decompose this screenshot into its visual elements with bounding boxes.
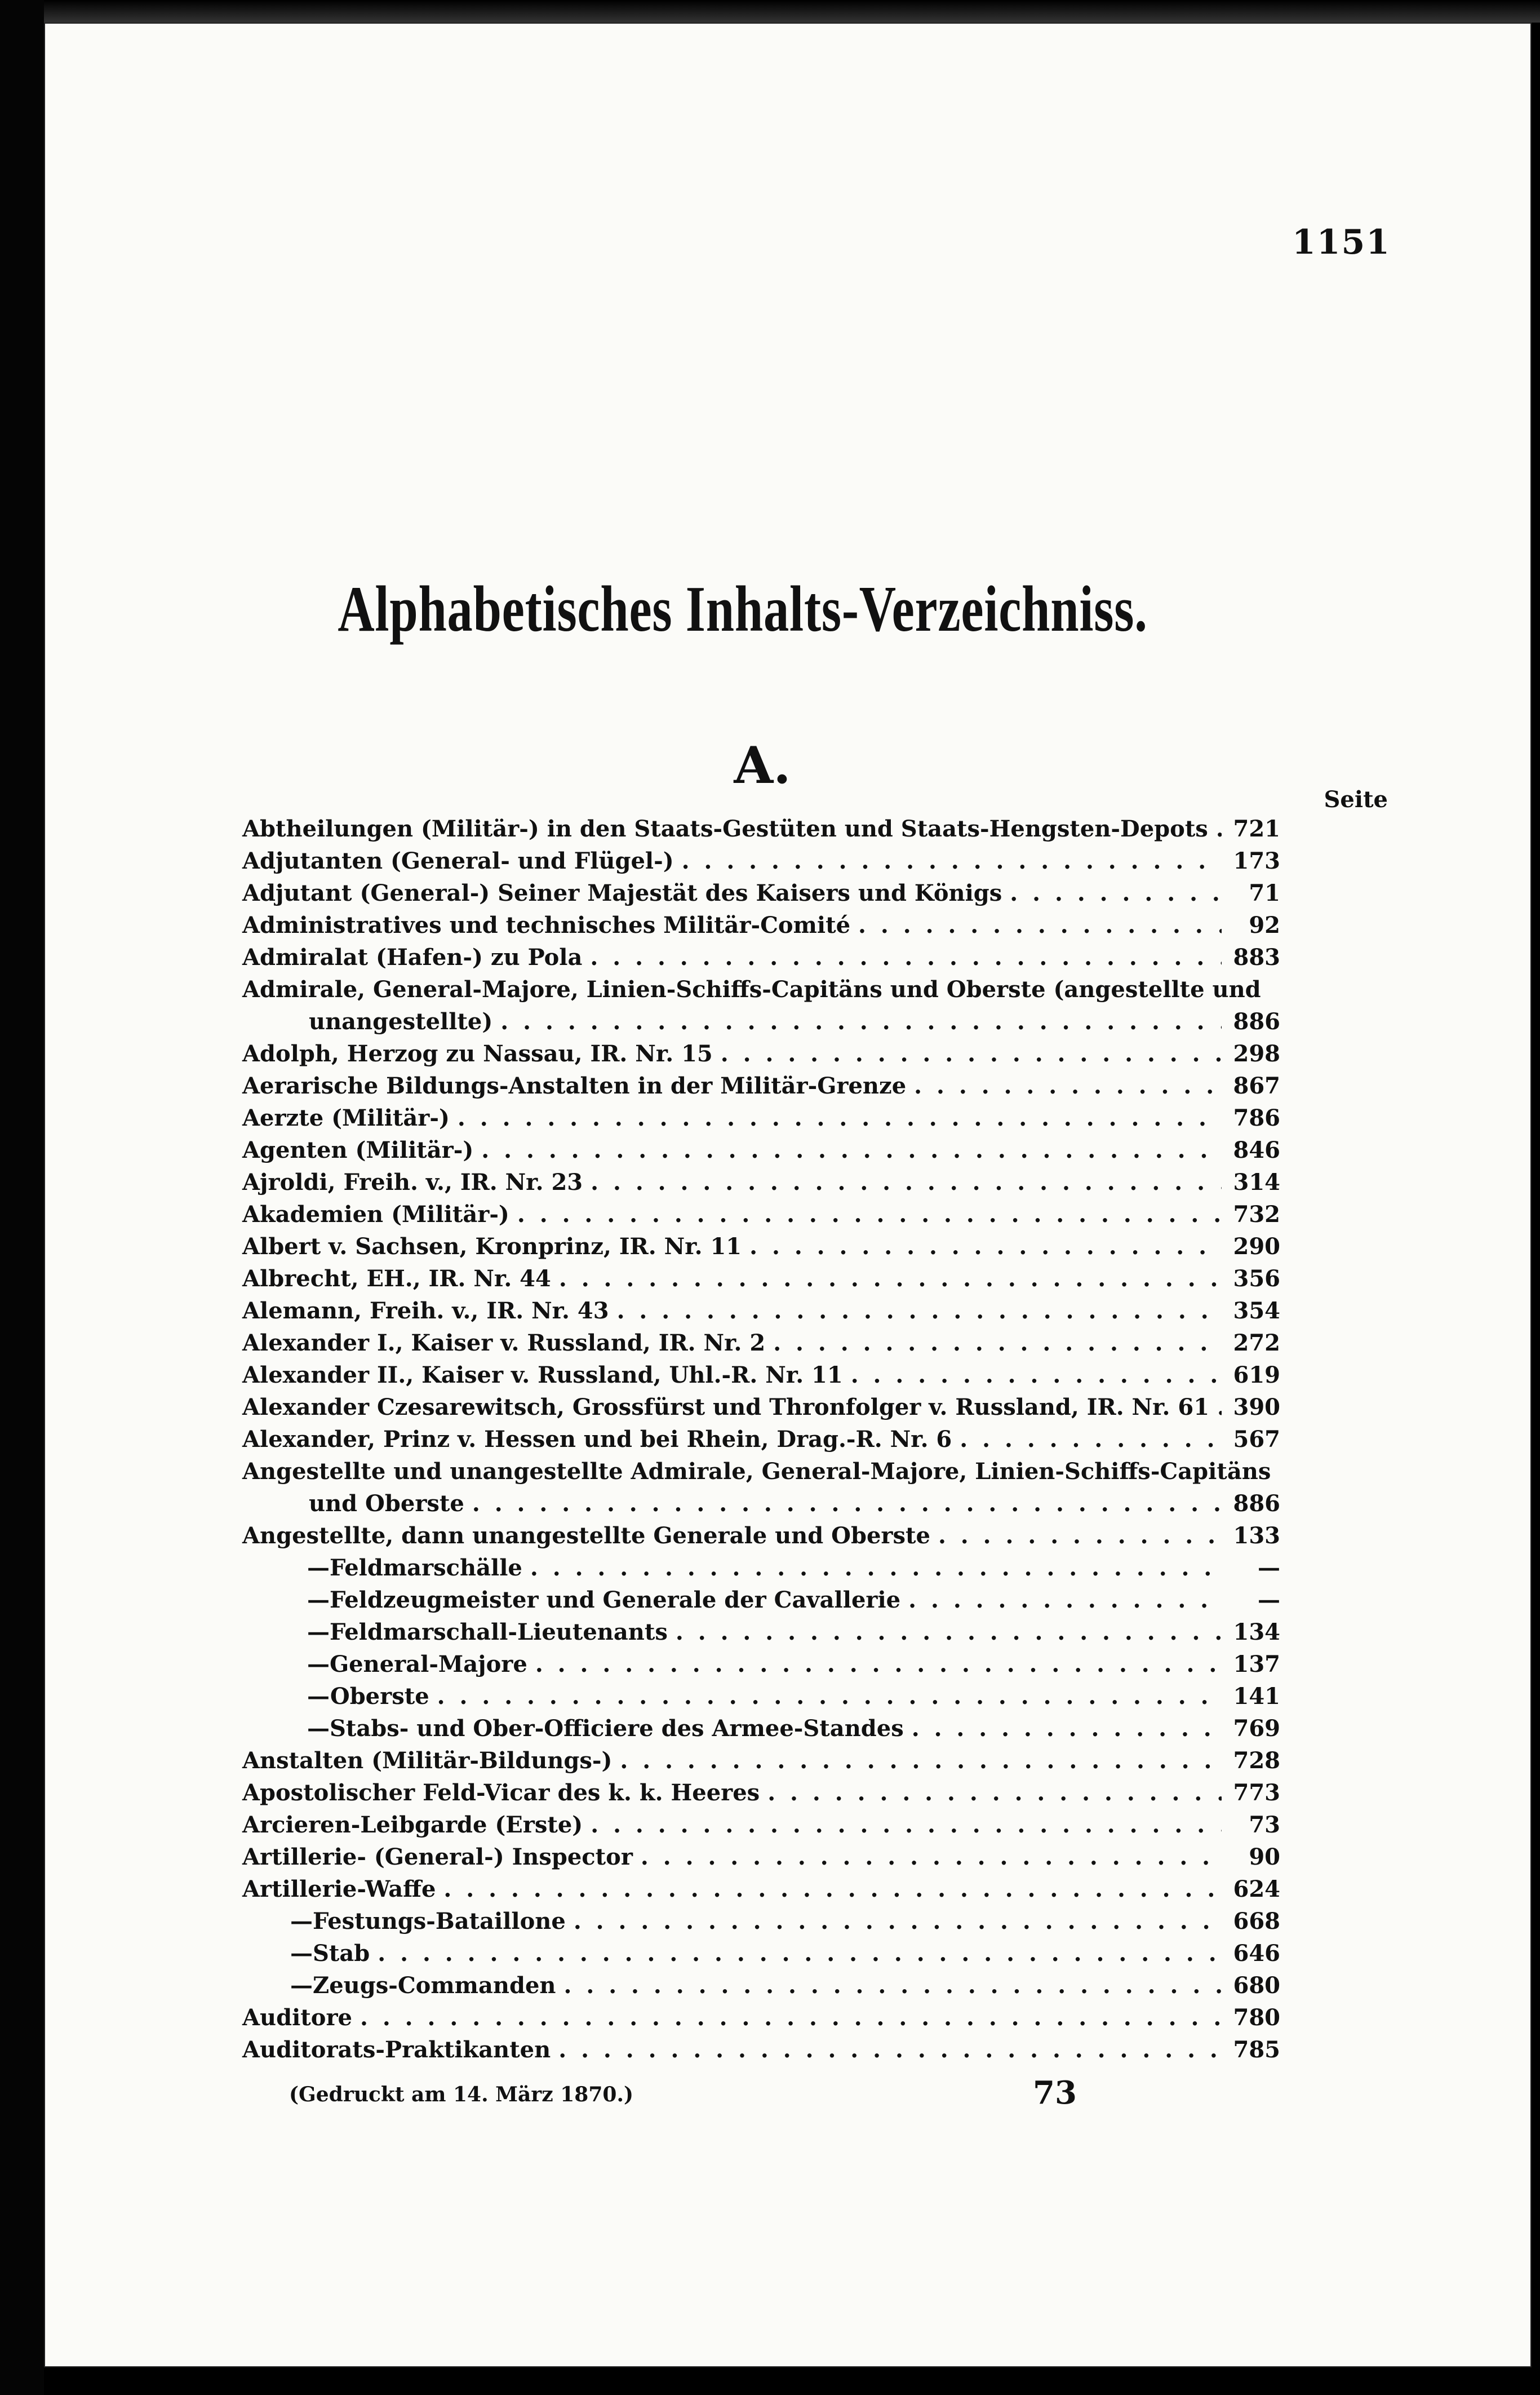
index-list: [242, 813, 1280, 2066]
index-subentry: — Feldmarschall-Lieutenants . . . 134: [242, 1616, 1280, 1648]
print-date-note: (Gedruckt am 14. März 1870.): [289, 2083, 634, 2106]
scan-left-border: [0, 0, 44, 2395]
index-subentry: — Feldzeugmeister und Generale der Cavallerie . . . —: [242, 1584, 1280, 1616]
index-entry: Akademien (Militär-) . . . 732: [242, 1198, 1280, 1230]
index-entry: Abtheilungen (Militär-) in den Staats-Gestüten und Staats-Hengsten-Depots . . . 721: [242, 813, 1280, 845]
index-subentry: — Stabs- und Ober-Officiere des Armee-Standes . . . 769: [242, 1712, 1280, 1745]
index-entry: Alexander II., Kaiser v. Russland, Uhl.-R. Nr. 11 . . . 619: [242, 1359, 1280, 1391]
index-entry: Admiralat (Hafen-) zu Pola . . . 883: [242, 941, 1280, 973]
index-entry: Artillerie-Waffe . . . 624: [242, 1873, 1280, 1905]
index-entry-continuation: und Oberste . . . 886: [242, 1488, 1280, 1520]
column-header-seite: Seite: [1324, 786, 1388, 813]
index-entry: Adolph, Herzog zu Nassau, IR. Nr. 15 . . . 298: [242, 1038, 1280, 1070]
index-entry: Arcieren-Leibgarde (Erste) . . . 73: [242, 1809, 1280, 1841]
index-entry: Alexander, Prinz v. Hessen und bei Rhein, Drag.-R. Nr. 6 . . . 567: [242, 1423, 1280, 1455]
index-entry: Auditorats-Praktikanten . . . 785: [242, 2034, 1280, 2066]
index-entry: Angestellte, dann unangestellte Generale und Oberste . . . 133: [242, 1520, 1280, 1552]
section-letter: A.: [734, 736, 791, 795]
index-entry: Ajroldi, Freih. v., IR. Nr. 23 . . . 314: [242, 1166, 1280, 1198]
index-entry: Albrecht, EH., IR. Nr. 44 . . . 356: [242, 1263, 1280, 1295]
index-entry: Aerzte (Militär-) . . . 786: [242, 1102, 1280, 1134]
index-entry: Albert v. Sachsen, Kronprinz, IR. Nr. 11 . . . 290: [242, 1230, 1280, 1263]
index-entry: Alexander I., Kaiser v. Russland, IR. Nr. 2 . . . 272: [242, 1327, 1280, 1359]
index-subentry: — Feldmarschälle . . . —: [242, 1552, 1280, 1584]
index-entry: Adjutanten (General- und Flügel-) . . . 173: [242, 845, 1280, 877]
signature-mark: 73: [1033, 2074, 1077, 2111]
index-subentry: — General-Majore . . . 137: [242, 1648, 1280, 1680]
page-number: 1151: [1292, 223, 1391, 262]
index-entry: Apostolischer Feld-Vicar des k. k. Heeres . . . 773: [242, 1777, 1280, 1809]
index-subentry: — Festungs-Bataillone . . . 668: [242, 1905, 1280, 1937]
index-subentry: — Oberste . . . 141: [242, 1680, 1280, 1712]
index-entry: Anstalten (Militär-Bildungs-) . . . 728: [242, 1745, 1280, 1777]
index-entry: Auditore . . . 780: [242, 2002, 1280, 2034]
index-subentry: — Stab . . . 646: [242, 1937, 1280, 1969]
index-entry: Angestellte und unangestellte Admirale, General-Majore, Linien-Schiffs-Capitäns: [242, 1458, 1271, 1485]
index-entry: Artillerie- (General-) Inspector . . . 90: [242, 1841, 1280, 1873]
index-entry: Alemann, Freih. v., IR. Nr. 43 . . . 354: [242, 1295, 1280, 1327]
index-entry: Agenten (Militär-) . . . 846: [242, 1134, 1280, 1166]
index-entry: Adjutant (General-) Seiner Majestät des Kaisers und Königs . . . 71: [242, 877, 1280, 909]
index-entry: Alexander Czesarewitsch, Grossfürst und Thronfolger v. Russland, IR. Nr. 61 . . . 390: [242, 1391, 1280, 1423]
index-entry-continuation: unangestellte) . . . 886: [242, 1006, 1280, 1038]
index-subentry: — Zeugs-Commanden . . . 680: [242, 1969, 1280, 2002]
scan-top-border: [0, 0, 1540, 23]
page-title: Alphabetisches Inhalts-Verzeichniss.: [338, 573, 1148, 645]
index-entry: Administratives und technisches Militär-Comité . . . 92: [242, 909, 1280, 941]
index-entry: Admirale, General-Majore, Linien-Schiffs-Capitäns und Oberste (angestellte und: [242, 976, 1261, 1003]
index-entry: Aerarische Bildungs-Anstalten in der Militär-Grenze . . . 867: [242, 1070, 1280, 1102]
book-page: [44, 23, 1532, 2367]
